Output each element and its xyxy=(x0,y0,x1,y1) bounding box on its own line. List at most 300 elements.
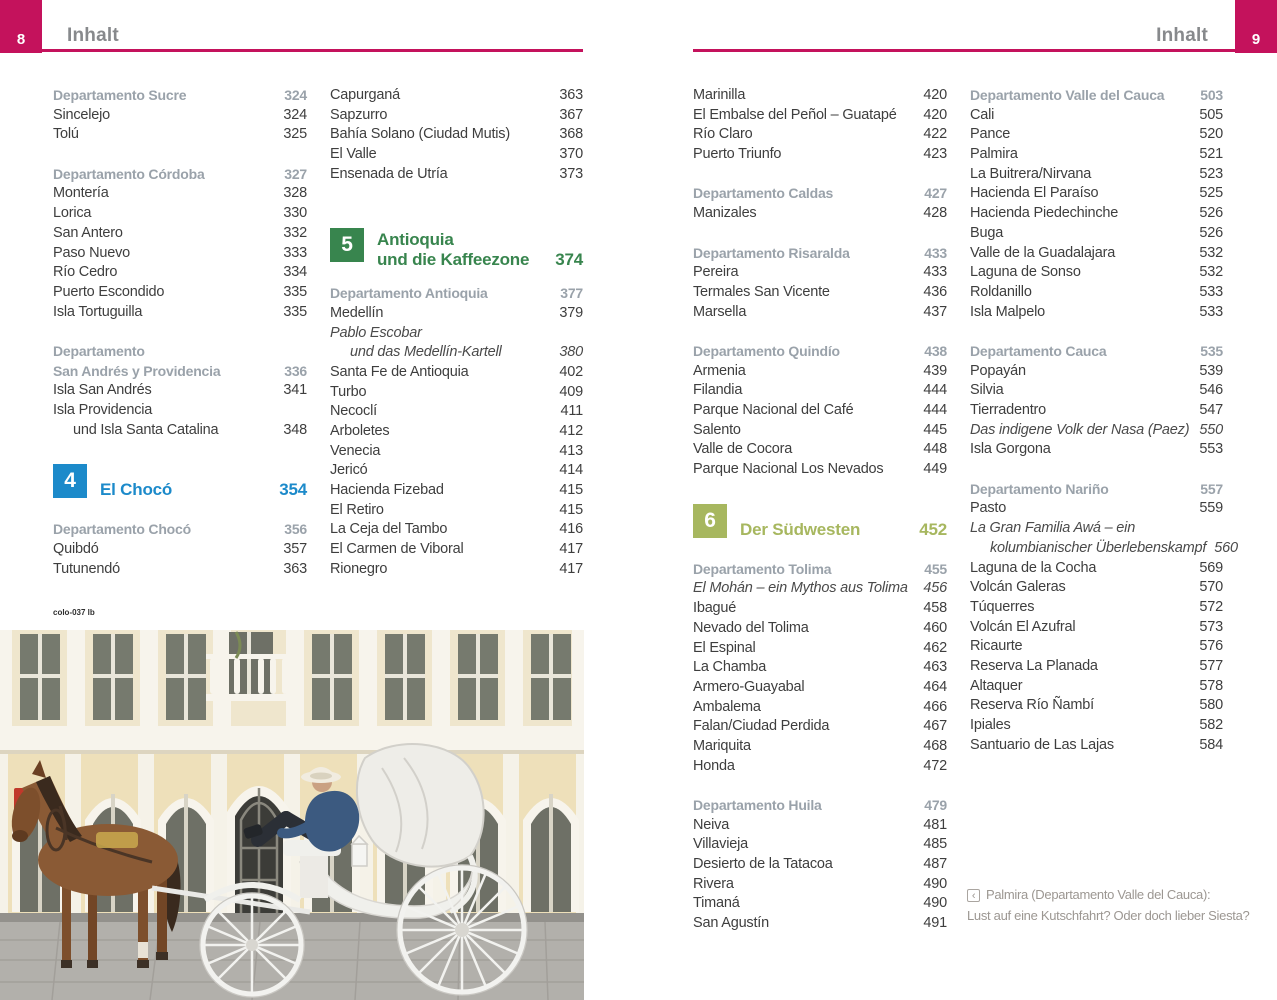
toc-page-number: 373 xyxy=(559,165,583,182)
toc-entry-label: San Andrés y Providencia xyxy=(53,362,221,379)
toc-essay-entry xyxy=(970,519,1223,539)
toc-row-line xyxy=(53,560,307,580)
chapter-number-badge: 4 xyxy=(53,464,87,498)
toc-entry-label: Ibagué xyxy=(693,600,737,617)
toc-row-line xyxy=(330,343,583,363)
toc-entry-label: Pance xyxy=(970,126,1011,143)
toc-spacer xyxy=(693,480,947,504)
toc-page-number: 520 xyxy=(1199,126,1223,143)
toc-row-line xyxy=(693,658,947,678)
toc-entry xyxy=(693,401,947,421)
toc-entry-label: Bahía Solano (Ciudad Mutis) xyxy=(330,126,510,143)
toc-row-line xyxy=(693,875,947,895)
toc-entry xyxy=(970,125,1223,145)
toc-spacer xyxy=(693,224,947,244)
toc-chapter-heading xyxy=(330,228,583,284)
toc-entry-label: Isla Providencia xyxy=(53,402,153,418)
toc-entry xyxy=(53,244,307,264)
toc-row-line xyxy=(970,263,1223,283)
toc-entry-label: Manizales xyxy=(693,205,757,222)
toc-entry-label: Departamento xyxy=(53,342,145,359)
toc-entry xyxy=(53,224,307,244)
toc-entry-label: Falan/Ciudad Perdida xyxy=(693,718,830,735)
toc-page-number: 377 xyxy=(560,285,583,302)
toc-entry-label: Departamento Antioquia xyxy=(330,285,488,302)
toc-page-number: 505 xyxy=(1199,106,1223,123)
toc-page-number: 357 xyxy=(283,541,307,558)
toc-page-number: 573 xyxy=(1199,618,1223,635)
toc-page-number: 479 xyxy=(924,797,947,813)
toc-entry-label: Departamento Tolima xyxy=(693,560,832,577)
toc-page-number: 402 xyxy=(559,363,583,380)
toc-entry xyxy=(330,165,583,185)
toc-row-line xyxy=(53,303,307,323)
toc-entry xyxy=(970,401,1223,421)
toc-entry-label: Tolú xyxy=(53,126,79,143)
toc-entry xyxy=(970,618,1223,638)
toc-entry xyxy=(53,204,307,224)
toc-row-line xyxy=(330,86,583,106)
chapter-title xyxy=(100,464,307,520)
toc-row-line xyxy=(693,698,947,718)
toc-spacer xyxy=(330,204,583,228)
toc-page-number: 420 xyxy=(923,106,947,123)
chapter-page-number: 354 xyxy=(279,480,307,500)
toc-entry xyxy=(330,86,583,106)
chapter-title-line xyxy=(377,250,583,270)
toc-page-number: 437 xyxy=(923,303,947,320)
toc-entry xyxy=(970,598,1223,618)
toc-page-number: 557 xyxy=(1200,480,1223,497)
photo-caption xyxy=(967,884,1267,926)
toc-page-number: 550 xyxy=(1199,421,1223,438)
toc-page-number: 415 xyxy=(559,501,583,518)
toc-section-header xyxy=(693,560,947,580)
toc-entry-label: El Carmen de Viboral xyxy=(330,541,464,558)
toc-col-2 xyxy=(330,86,583,579)
toc-row-line xyxy=(970,677,1223,697)
toc-entry xyxy=(330,560,583,580)
toc-row-line xyxy=(970,637,1223,657)
toc-entry xyxy=(53,125,307,145)
toc-entry-label: La Gran Familia Awá – ein xyxy=(970,520,1136,537)
toc-entry xyxy=(693,263,947,283)
toc-row-line xyxy=(53,520,307,540)
toc-row-line xyxy=(970,145,1223,165)
toc-page-number: 539 xyxy=(1199,362,1223,379)
toc-entry xyxy=(693,106,947,126)
toc-row-line xyxy=(693,145,947,165)
toc-entry-label: Pereira xyxy=(693,264,739,281)
toc-row-line xyxy=(330,383,583,403)
toc-page-number: 526 xyxy=(1199,205,1223,222)
toc-entry-label: Ambalema xyxy=(693,698,761,715)
toc-row-line xyxy=(970,224,1223,244)
toc-row-line xyxy=(53,362,307,382)
toc-entry xyxy=(53,381,307,401)
toc-entry xyxy=(693,460,947,480)
toc-page-number: 462 xyxy=(923,639,947,656)
toc-entry-label: Volcán Galeras xyxy=(970,579,1066,596)
toc-page-number: 569 xyxy=(1199,559,1223,576)
toc-page-number: 422 xyxy=(923,126,947,143)
toc-essay-entry xyxy=(693,579,947,599)
toc-entry xyxy=(693,421,947,441)
toc-row-line xyxy=(330,560,583,580)
toc-entry xyxy=(693,125,947,145)
toc-col-3 xyxy=(693,86,947,934)
toc-page-number: 532 xyxy=(1199,244,1223,261)
toc-page-number: 325 xyxy=(283,126,307,143)
toc-entry xyxy=(330,422,583,442)
toc-entry-label: Reserva Río Ñambí xyxy=(970,697,1094,714)
toc-page-number: 468 xyxy=(923,737,947,754)
toc-page-number: 433 xyxy=(923,264,947,281)
toc-page-number: 444 xyxy=(923,402,947,418)
toc-page-number xyxy=(575,324,583,344)
toc-row-line xyxy=(53,86,307,106)
toc-entry-label: Puerto Escondido xyxy=(53,283,165,300)
toc-entry xyxy=(970,244,1223,264)
toc-entry xyxy=(330,125,583,145)
toc-entry-label: Hacienda Fizebad xyxy=(330,482,444,498)
toc-row-line xyxy=(970,204,1223,224)
toc-row-line xyxy=(53,184,307,204)
toc-page-number: 532 xyxy=(1199,264,1223,281)
toc-entry xyxy=(330,520,583,540)
toc-row-line xyxy=(693,460,947,480)
toc-entry xyxy=(330,481,583,501)
toc-entry-label: Sincelejo xyxy=(53,106,111,123)
toc-col-4 xyxy=(970,86,1238,755)
toc-page-number: 526 xyxy=(1199,224,1223,241)
toc-entry xyxy=(970,204,1223,224)
toc-entry-label: Departamento Sucre xyxy=(53,87,187,103)
toc-entry-label: El Embalse del Peñol – Guatapé xyxy=(693,106,897,123)
toc-page-number: 379 xyxy=(559,304,583,321)
toc-row-line xyxy=(693,381,947,401)
chapter-title-text: und die Kaffeezone xyxy=(377,250,530,270)
toc-entry xyxy=(970,165,1223,185)
toc-entry-label: Arboletes xyxy=(330,422,390,439)
toc-page-number: 341 xyxy=(283,382,307,399)
toc-row-line xyxy=(970,578,1223,598)
toc-section-header xyxy=(970,342,1223,362)
toc-row-line xyxy=(330,165,583,185)
toc-entry xyxy=(693,717,947,737)
toc-page-number: 572 xyxy=(1199,598,1223,615)
toc-page-number: 427 xyxy=(924,185,947,202)
toc-page-number: 582 xyxy=(1199,717,1223,733)
toc-row-line xyxy=(53,106,307,126)
toc-row-line xyxy=(970,657,1223,677)
toc-entry xyxy=(330,363,583,383)
toc-entry xyxy=(693,678,947,698)
toc-entry-label: und Isla Santa Catalina xyxy=(73,421,219,438)
toc-entry-label: Reserva La Planada xyxy=(970,657,1098,674)
toc-page-number: 525 xyxy=(1199,185,1223,202)
toc-page-number: 414 xyxy=(559,462,583,479)
toc-entry xyxy=(693,914,947,934)
toc-entry xyxy=(53,283,307,303)
toc-row-line xyxy=(970,106,1223,126)
toc-row-line xyxy=(970,519,1223,539)
toc-entry-label: Roldanillo xyxy=(970,283,1032,300)
photo-on-left-page-arrow-icon: ‹ xyxy=(967,889,980,902)
toc-entry-label: Filandia xyxy=(693,382,743,399)
toc-entry-label: La Buitrera/Nirvana xyxy=(970,165,1092,182)
toc-row-line xyxy=(693,737,947,757)
toc-entry xyxy=(53,184,307,204)
toc-spacer xyxy=(53,145,307,165)
toc-page-number: 458 xyxy=(923,600,947,617)
toc-entry xyxy=(330,145,583,165)
page-number-tab-right: 9 xyxy=(1235,0,1277,53)
toc-entry-label: Timaná xyxy=(693,895,740,912)
photo-caption-line2: Lust auf eine Kutschfahrt? Oder doch lieber Siesta? xyxy=(967,908,1250,923)
toc-section-header xyxy=(53,165,307,185)
toc-entry-label: Capurganá xyxy=(330,87,400,103)
toc-row-line xyxy=(970,421,1223,441)
page-title-right: Inhalt xyxy=(1156,25,1208,46)
toc-page-number: 356 xyxy=(284,521,307,538)
toc-row-line xyxy=(693,263,947,283)
toc-entry xyxy=(970,578,1223,598)
photo-credit-label: colo-037 lb xyxy=(53,608,95,617)
toc-section-header xyxy=(53,342,307,381)
toc-page-number: 367 xyxy=(559,106,583,123)
toc-row-line xyxy=(693,639,947,659)
toc-entry xyxy=(53,106,307,126)
toc-entry-label: Tierradentro xyxy=(970,402,1047,418)
toc-row-line xyxy=(970,480,1223,500)
toc-entry xyxy=(53,303,307,323)
page-title-left: Inhalt xyxy=(67,25,119,46)
toc-page-number: 455 xyxy=(924,560,947,577)
toc-entry xyxy=(693,599,947,619)
toc-spacer xyxy=(970,460,1223,480)
toc-page-number xyxy=(299,342,307,362)
toc-row-line xyxy=(53,263,307,283)
toc-row-line xyxy=(970,696,1223,716)
toc-entry-label: Laguna de Sonso xyxy=(970,264,1081,281)
toc-page-number: 485 xyxy=(923,836,947,853)
toc-spacer xyxy=(693,165,947,185)
toc-section-header xyxy=(970,86,1223,106)
toc-entry-label: Mariquita xyxy=(693,737,751,754)
toc-entry xyxy=(970,263,1223,283)
toc-page-number: 456 xyxy=(923,580,947,597)
toc-page-number: 420 xyxy=(923,87,947,103)
toc-entry xyxy=(330,383,583,403)
toc-entry xyxy=(330,540,583,560)
toc-row-line xyxy=(970,401,1223,421)
toc-page-number: 560 xyxy=(1214,539,1238,556)
toc-page-number: 327 xyxy=(284,165,307,182)
toc-page-number: 490 xyxy=(923,895,947,912)
toc-entry-label: Parque Nacional del Café xyxy=(693,402,854,418)
toc-entry-label: Isla Gorgona xyxy=(970,441,1051,458)
toc-entry xyxy=(693,875,947,895)
photo-horse-carriage-palmira xyxy=(0,630,584,1000)
toc-entry-label: Marinilla xyxy=(693,87,746,103)
toc-row-line xyxy=(970,499,1223,519)
toc-page-number: 324 xyxy=(284,87,307,103)
toc-entry-label: Departamento Chocó xyxy=(53,521,191,538)
toc-essay-entry xyxy=(330,324,583,344)
toc-entry xyxy=(970,184,1223,204)
toc-row-line xyxy=(693,717,947,737)
toc-row-line xyxy=(693,599,947,619)
toc-row-line xyxy=(970,618,1223,638)
chapter-title-line xyxy=(740,520,947,540)
toc-row-line xyxy=(970,244,1223,264)
toc-entry-label: Departamento Huila xyxy=(693,797,822,813)
toc-entry xyxy=(693,145,947,165)
toc-page-number: 533 xyxy=(1199,283,1223,300)
toc-page-number: 334 xyxy=(283,264,307,281)
toc-entry xyxy=(693,303,947,323)
toc-row-line xyxy=(970,283,1223,303)
toc-row-line xyxy=(693,86,947,106)
toc-entry-label: Buga xyxy=(970,224,1004,241)
toc-entry-label: Tutunendó xyxy=(53,560,120,577)
toc-entry xyxy=(693,86,947,106)
toc-spacer xyxy=(330,184,583,204)
toc-row-line xyxy=(53,342,307,362)
toc-entry xyxy=(693,381,947,401)
toc-row-line xyxy=(693,678,947,698)
toc-page-number: 490 xyxy=(923,875,947,892)
toc-entry xyxy=(970,736,1223,756)
toc-entry-label: Montería xyxy=(53,185,109,202)
toc-page-number: 324 xyxy=(283,106,307,123)
toc-page-number: 578 xyxy=(1199,677,1223,694)
toc-page-number: 335 xyxy=(283,303,307,320)
toc-entry-label: Departamento Risaralda xyxy=(693,244,850,261)
toc-entry-label: Puerto Triunfo xyxy=(693,146,782,163)
toc-page-number xyxy=(1215,519,1223,539)
toc-row-line xyxy=(693,894,947,914)
toc-row-line xyxy=(970,362,1223,382)
toc-entry xyxy=(330,442,583,462)
toc-row-line xyxy=(53,283,307,303)
toc-page-number: 332 xyxy=(283,224,307,241)
toc-page-number: 363 xyxy=(283,560,307,577)
toc-spacer xyxy=(693,322,947,342)
toc-entry-label: und das Medellín-Kartell xyxy=(350,344,502,361)
toc-entry xyxy=(970,381,1223,401)
toc-row-line xyxy=(693,204,947,224)
toc-entry xyxy=(693,698,947,718)
toc-row-line xyxy=(330,145,583,165)
toc-row-line xyxy=(330,461,583,481)
toc-page-number: 521 xyxy=(1199,146,1223,163)
toc-page-number: 577 xyxy=(1199,657,1223,674)
toc-spacer xyxy=(53,440,307,464)
chapter-title xyxy=(740,504,947,560)
toc-entry xyxy=(693,855,947,875)
toc-entry-label: Silvia xyxy=(970,382,1004,399)
toc-entry xyxy=(693,894,947,914)
toc-entry-label: Ipiales xyxy=(970,717,1011,733)
toc-entry-label: Jericó xyxy=(330,462,368,479)
toc-page-number: 428 xyxy=(923,205,947,222)
chapter-page-number: 452 xyxy=(919,519,947,539)
toc-essay-entry xyxy=(330,343,583,363)
toc-entry xyxy=(970,499,1223,519)
toc-entry xyxy=(693,835,947,855)
toc-row-line xyxy=(970,125,1223,145)
toc-entry-label: El Valle xyxy=(330,146,377,163)
toc-entry xyxy=(970,637,1223,657)
toc-entry-label: Popayán xyxy=(970,362,1026,379)
toc-row-line xyxy=(970,559,1223,579)
toc-entry-label: Venecia xyxy=(330,442,381,459)
toc-page-number: 433 xyxy=(924,244,947,261)
toc-entry-label: Pablo Escobar xyxy=(330,324,422,341)
toc-row-line xyxy=(693,362,947,382)
toc-row-line xyxy=(693,835,947,855)
toc-row-line xyxy=(693,125,947,145)
toc-entry-label: Volcán El Azufral xyxy=(970,618,1076,635)
toc-col-1 xyxy=(53,86,307,579)
toc-row-line xyxy=(970,539,1238,559)
toc-entry-label: Túquerres xyxy=(970,598,1035,615)
toc-entry-label: El Mohán – ein Mythos aus Tolima xyxy=(693,580,908,597)
toc-page-number: 481 xyxy=(923,816,947,833)
toc-entry-label: Departamento Quindío xyxy=(693,342,840,359)
toc-entry xyxy=(693,658,947,678)
toc-essay-entry xyxy=(970,539,1238,559)
toc-row-line xyxy=(693,560,947,580)
toc-row-line xyxy=(693,619,947,639)
toc-entry-label: Departamento Caldas xyxy=(693,185,834,202)
toc-entry xyxy=(53,263,307,283)
toc-entry-label: Departamento Cauca xyxy=(970,342,1107,359)
toc-entry-label: Termales San Vicente xyxy=(693,283,830,300)
toc-entry xyxy=(970,106,1223,126)
toc-entry-label: Turbo xyxy=(330,383,367,400)
toc-page-number: 466 xyxy=(923,698,947,715)
toc-page-number: 533 xyxy=(1199,303,1223,320)
toc-page-number: 491 xyxy=(923,915,947,932)
chapter-title xyxy=(377,228,583,284)
toc-page-number: 467 xyxy=(923,718,947,735)
toc-page-number: 412 xyxy=(559,422,583,439)
toc-entry xyxy=(53,401,307,421)
toc-entry-label: Río Claro xyxy=(693,126,753,143)
toc-spacer xyxy=(970,322,1223,342)
toc-entry-label: Santuario de Las Lajas xyxy=(970,736,1114,753)
toc-page-number: 417 xyxy=(559,541,583,558)
toc-row-line xyxy=(970,736,1223,756)
toc-entry-label: Rionegro xyxy=(330,560,388,577)
toc-entry xyxy=(330,501,583,521)
toc-page-number: 330 xyxy=(283,205,307,222)
toc-row-line xyxy=(693,401,947,421)
chapter-title-line xyxy=(377,230,583,250)
toc-page-number: 570 xyxy=(1199,579,1223,596)
toc-page-number: 333 xyxy=(283,244,307,261)
toc-row-line xyxy=(693,342,947,362)
toc-entry-label: La Chamba xyxy=(693,659,767,676)
toc-row-line xyxy=(53,204,307,224)
toc-entry-label: Sapzurro xyxy=(330,106,388,123)
toc-row-line xyxy=(693,855,947,875)
toc-row-line xyxy=(693,184,947,204)
toc-entry xyxy=(693,362,947,382)
